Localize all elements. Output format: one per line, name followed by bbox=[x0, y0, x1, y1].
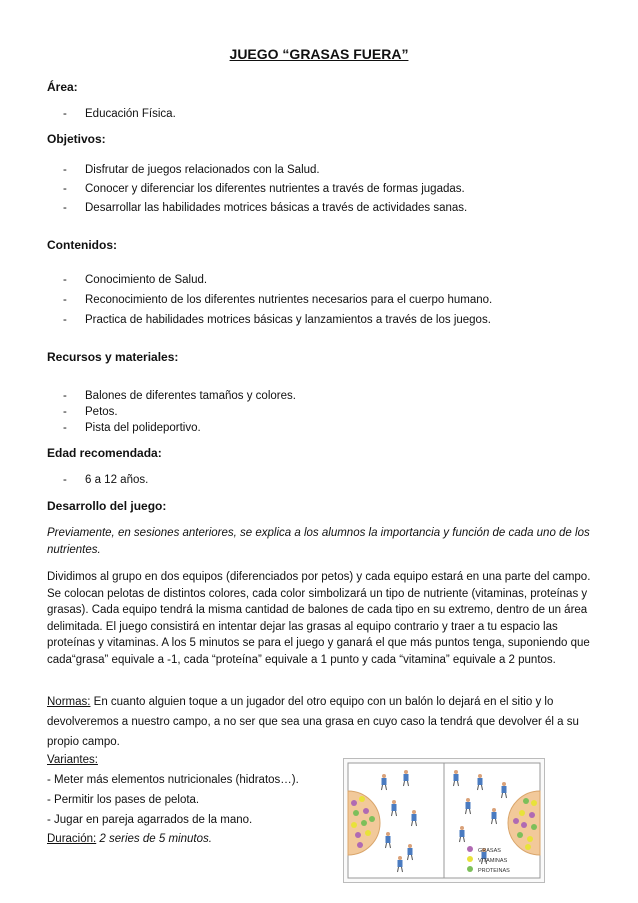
legend-grasas-dot bbox=[467, 846, 473, 852]
desarrollo-body: Dividimos al grupo en dos equipos (diferenciados por petos) y cada equipo estará en una parte del campo. Se colocan pelotas de distintos colores, cada color simbolizará un tipo de nutriente (vitaminas, proteínas y grasas). Cada equipo tendrá la misma cantidad de balones de cada tipo en su extremo, dentro de un área delimitada. El juego consistirá en intentar dejar las grasas al equipo contrario y traer a tu espacio las proteínas y vitaminas. A los 5 minutos se para el juego y ganará el que más puntos tenga, suponiendo que cada“grasa” equivale a -1, cada “proteína” equivale a 1 punto y cada “vitamina” equivale a 2 puntos. bbox=[47, 571, 591, 666]
ball bbox=[359, 796, 365, 802]
variantes-item: - Meter más elementos nutricionales (hidratos…). bbox=[47, 774, 299, 786]
ball bbox=[521, 822, 527, 828]
ball bbox=[527, 836, 533, 842]
ball bbox=[519, 810, 525, 816]
ball bbox=[355, 832, 361, 838]
desarrollo-intro: Previamente, en sesiones anteriores, se explica a los alumnos la importancia y función de cada uno de los nutrientes. bbox=[47, 527, 590, 556]
edad-item-text: 6 a 12 años. bbox=[85, 474, 149, 486]
duracion-label: Duración: bbox=[47, 833, 97, 845]
recursos-item-text: Petos. bbox=[85, 406, 118, 418]
desarrollo-heading: Desarrollo del juego: bbox=[47, 499, 167, 513]
ball bbox=[531, 824, 537, 830]
normas-label: Normas: bbox=[47, 696, 91, 708]
recursos-item: - Petos. bbox=[63, 406, 118, 418]
recursos-item: - Pista del polideportivo. bbox=[63, 422, 201, 434]
objetivos-item-text: Desarrollar las habilidades motrices básicas a través de actividades sanas. bbox=[85, 202, 468, 214]
normas-text-1: En cuanto alguien toque a un jugador del otro equipo con un balón lo dejará en el sitio y lo bbox=[90, 696, 554, 708]
objetivos-item: - Disfrutar de juegos relacionados con la Salud. bbox=[63, 164, 320, 176]
document-title: JUEGO “GRASAS FUERA” bbox=[229, 46, 409, 62]
recursos-item-text: Pista del polideportivo. bbox=[85, 422, 201, 434]
ball bbox=[357, 842, 363, 848]
contenidos-item: - Reconocimiento de los diferentes nutrientes necesarios para el cuerpo humano. bbox=[63, 294, 493, 306]
ball bbox=[517, 832, 523, 838]
contenidos-item-text: Practica de habilidades motrices básicas y lanzamientos a través de los juegos. bbox=[85, 314, 491, 326]
area-item: - Educación Física. bbox=[63, 108, 176, 120]
legend-proteinas-dot bbox=[467, 866, 473, 872]
normas-line bbox=[47, 696, 553, 708]
objetivos-item-text: Disfrutar de juegos relacionados con la Salud. bbox=[85, 164, 320, 176]
ball bbox=[531, 800, 537, 806]
normas-text-2: devolveremos a nuestro campo, a no ser que sea una grasa en cuyo caso la tendrá que devolver él a su bbox=[47, 716, 579, 728]
ball bbox=[351, 822, 357, 828]
contenidos-item-text: Conocimiento de Salud. bbox=[85, 274, 208, 286]
legend-grasas-label: GRASAS bbox=[478, 848, 501, 854]
recursos-heading: Recursos y materiales: bbox=[47, 350, 179, 364]
objetivos-heading: Objetivos: bbox=[47, 132, 106, 146]
variantes-item: - Jugar en pareja agarrados de la mano. bbox=[47, 814, 253, 826]
area-heading: Área: bbox=[47, 80, 78, 94]
ball bbox=[353, 810, 359, 816]
duracion-line bbox=[47, 833, 212, 845]
objetivos-item-text: Conocer y diferenciar los diferentes nutrientes a través de formas jugadas. bbox=[85, 183, 465, 195]
duracion-value: 2 series de 5 minutos. bbox=[96, 833, 212, 845]
objetivos-item: - Conocer y diferenciar los diferentes nutrientes a través de formas jugadas. bbox=[63, 183, 465, 195]
legend-vitaminas-label: VITAMINAS bbox=[478, 858, 508, 864]
contenidos-item: - Practica de habilidades motrices básicas y lanzamientos a través de los juegos. bbox=[63, 314, 491, 326]
objetivos-item: - Desarrollar las habilidades motrices básicas a través de actividades sanas. bbox=[63, 202, 468, 214]
ball bbox=[351, 800, 357, 806]
recursos-item-text: Balones de diferentes tamaños y colores. bbox=[85, 390, 296, 402]
game-field-figure bbox=[343, 758, 545, 883]
ball bbox=[513, 818, 519, 824]
edad-heading: Edad recomendada: bbox=[47, 446, 162, 460]
ball bbox=[525, 844, 531, 850]
game-field-diagram bbox=[344, 759, 544, 882]
ball bbox=[365, 830, 371, 836]
ball bbox=[361, 820, 367, 826]
contenidos-item: - Conocimiento de Salud. bbox=[63, 274, 208, 286]
contenidos-heading: Contenidos: bbox=[47, 238, 117, 252]
area-item-text: Educación Física. bbox=[85, 108, 176, 120]
ball bbox=[529, 812, 535, 818]
variantes-label: Variantes: bbox=[47, 754, 98, 766]
normas-text-3: propio campo. bbox=[47, 736, 120, 748]
legend-proteinas-label: PROTEINAS bbox=[478, 868, 510, 874]
contenidos-item-text: Reconocimiento de los diferentes nutrientes necesarios para el cuerpo humano. bbox=[85, 294, 493, 306]
ball bbox=[369, 816, 375, 822]
ball bbox=[523, 798, 529, 804]
edad-item: - 6 a 12 años. bbox=[63, 474, 149, 486]
variantes-item: - Permitir los pases de pelota. bbox=[47, 794, 200, 806]
recursos-item: - Balones de diferentes tamaños y colores. bbox=[63, 390, 296, 402]
ball bbox=[363, 808, 369, 814]
legend-vitaminas-dot bbox=[467, 856, 473, 862]
